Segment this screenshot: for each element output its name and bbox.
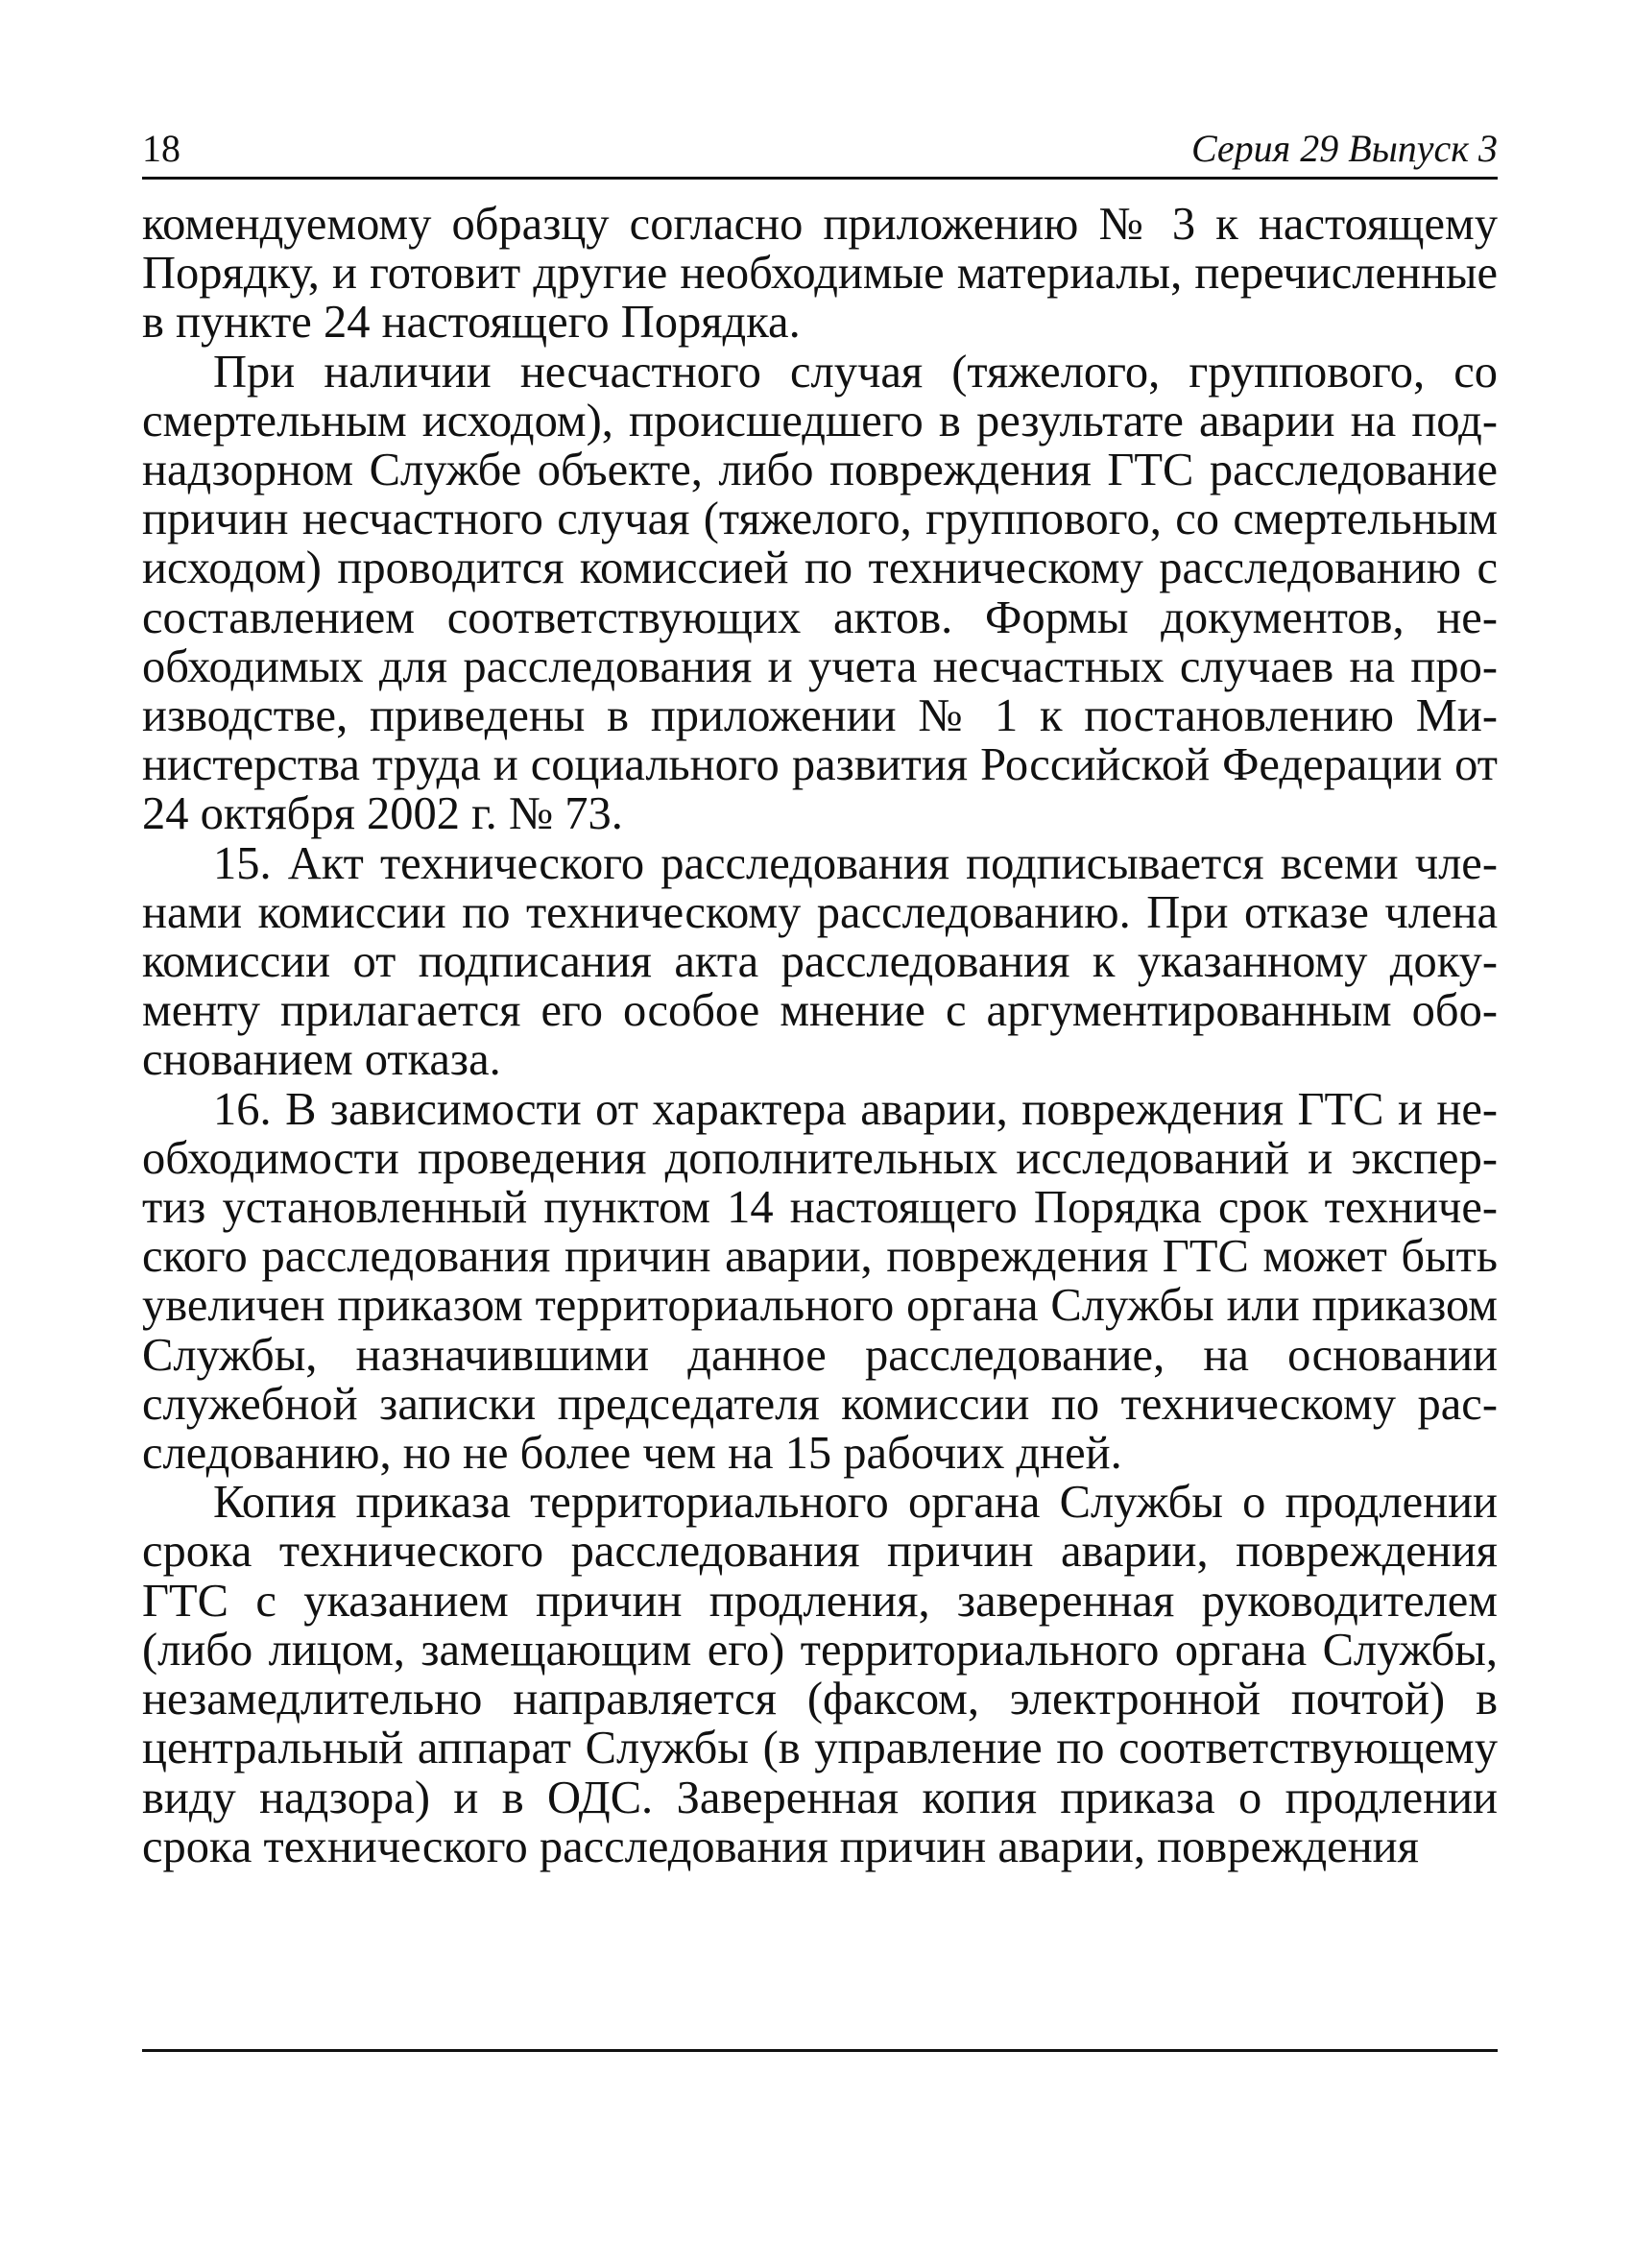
paragraph-accident-case: При наличии несчастного случая (тяжелого, группового, со смертельным исходом), происшедшего в результате аварии на поднадзорном Службе объекте, либо повреждения ГТС расследование причин несчастного случая (тяжелого, группового, со смертельным исходом) проводится комиссией по техническому расследованию с составлением соответствующих актов. Формы документов, необходимых для расследования и учета несчастных случаев на производстве, приведены в приложении № 1 к постановлению Министерства труда и социального развития Российской Федерации от 24 октября 2002 г. № 73. — [142, 346, 1498, 840]
paragraph-item-15: 15. Акт технического расследования подписывается всеми членами комиссии по техническому расследованию. При отказе члена комиссии от подписания акта расследования к указанному документу прилагается его особое мнение с аргументированным обоснованием отказа. — [142, 837, 1498, 1086]
paragraph-item-16: 16. В зависимости от характера аварии, повреждения ГТС и необходимости проведения дополнительных исследований и экспертиз установленный пунктом 14 настоящего Порядка срок технического расследования причин аварии, повреждения ГТС может быть увеличен приказом территориального органа Службы или приказом Службы, назначившими данное расследование, на основании служебной записки председателя комиссии по техническому расследованию, но не более чем на 15 рабочих дней. — [142, 1083, 1498, 1480]
page-number: 18 — [142, 127, 180, 170]
footer-rule — [142, 2049, 1498, 2052]
paragraph-order-copy: Копия приказа территориального органа Службы о продлении срока технического расследования причин аварии, повреждения ГТС с указанием причин продления, заверенная руководителем (либо лицом, замещающим его) территориального органа Службы, незамедлительно направляется (факсом, электронной почтой) в центральный аппарат Службы (в управление по соответствующему виду надзора) и в ОДС. Заверенная копия приказа о продлении срока технического расследования причин аварии, повреждения — [142, 1477, 1498, 1872]
paragraph-continuation: комендуемому образцу согласно приложению № 3 к настоящему Порядку, и готовит другие необходимые материалы, перечисленные в пункте 24 настоящего Порядка. — [142, 199, 1498, 349]
running-title: Серия 29 Выпуск 3 — [1190, 127, 1498, 170]
page-header — [142, 123, 1498, 180]
body-text — [142, 200, 1498, 1871]
